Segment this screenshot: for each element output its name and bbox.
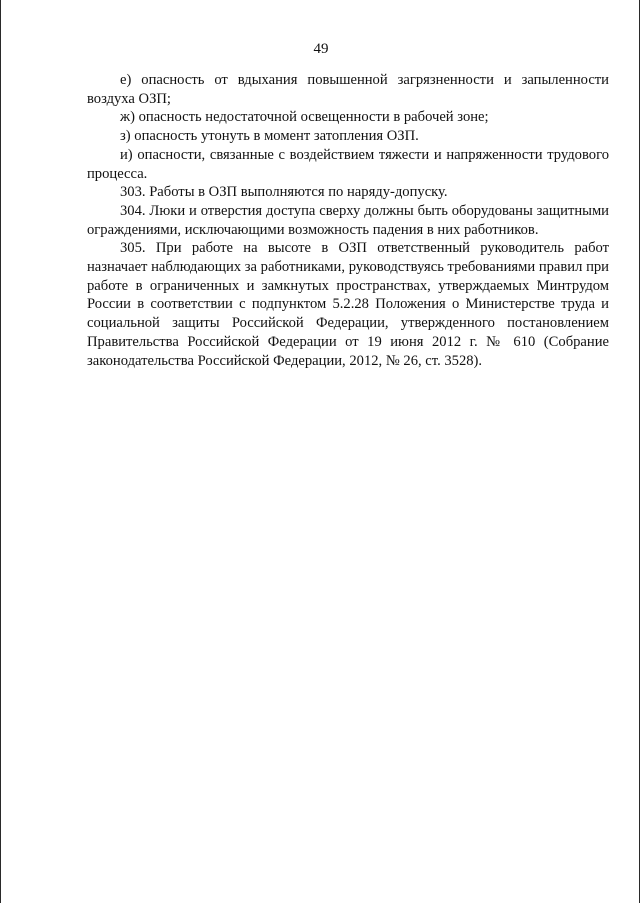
paragraph-e: е) опасность от вдыхания повышенной загрязненности и запыленности воздуха ОЗП; <box>87 72 609 107</box>
paragraph-zh: ж) опасность недостаточной освещенности в рабочей зоне; <box>120 109 489 126</box>
paragraph-304: 304. Люки и отверстия доступа сверху должны быть оборудованы защитными ограждениями, исключающими возможность падения в них работников. <box>87 202 609 238</box>
paragraph-305: 305. При работе на высоте в ОЗП ответственный руководитель работ назначает наблюдающих за работниками, руководствуясь требованиями правил при работе в ограниченных и замкнутых пространствах, утверждаемых Минтрудом России в соответствии с подпунктом 5.2.28 Положения о Министерстве труда и социальной защиты Российской Федерации, утвержденного постановлением Правительства Российской Федерации от 19 июня 2012 г. № 610 (Собрание законодательства Российской Федерации, 2012, № 26, ст. 3528). <box>87 240 609 369</box>
document-body <box>87 71 609 370</box>
paragraph-z: з) опасность утонуть в момент затопления ОЗП. <box>120 128 419 145</box>
paragraph-303: 303. Работы в ОЗП выполняются по наряду-допуску. <box>120 184 448 201</box>
page-number: 49 <box>313 41 329 57</box>
paragraph-i: и) опасности, связанные с воздействием тяжести и напряженности трудового процесса. <box>87 146 609 182</box>
